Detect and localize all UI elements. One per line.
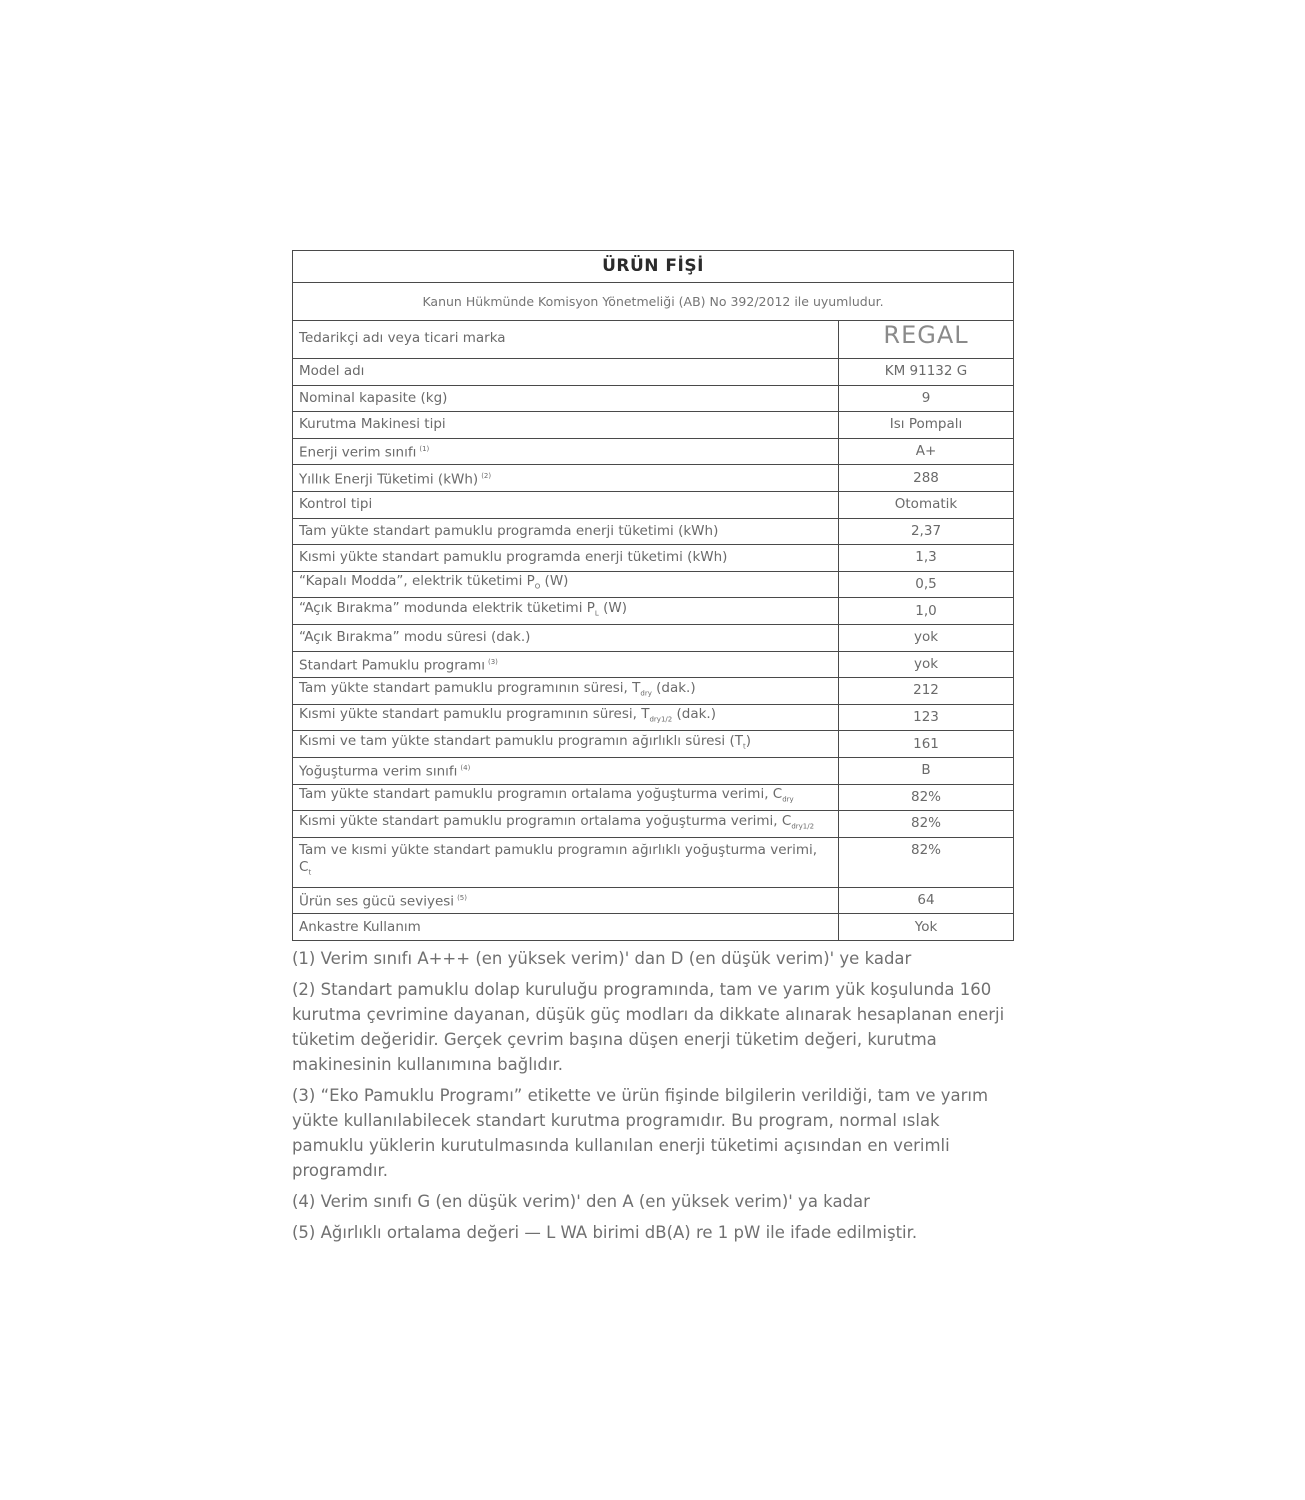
footnote: (1) Verim sınıfı A+++ (en yüksek verim)' dan D (en düşük verim)' ye kadar	[292, 948, 912, 968]
spec-label-unit: (W)	[598, 599, 627, 616]
symbol-subscript: t	[308, 868, 312, 877]
spec-label	[293, 837, 839, 887]
spec-label	[293, 491, 839, 518]
spec-value: 64	[839, 887, 1014, 914]
spec-label-text: Kurutma Makinesi tipi	[299, 416, 446, 433]
footnote: (5) Ağırlıklı ortalama değeri — L WA birimi dB(A) re 1 pW ile ifade edilmiştir.	[292, 1222, 918, 1242]
spec-label	[293, 731, 839, 758]
spec-label-text: Kısmi yükte standart pamuklu programının süresi, T	[299, 706, 650, 723]
spec-value: B	[839, 757, 1014, 784]
sheet-title: ÜRÜN FİŞİ	[293, 251, 1014, 283]
spec-row	[293, 731, 1014, 758]
spec-label-text: Tam ve kısmi yükte standart pamuklu programın ağırlıklı yoğuşturma verimi, C	[299, 841, 818, 875]
spec-label-unit: (dak.)	[672, 706, 716, 723]
spec-label	[293, 624, 839, 651]
footnote-ref: (3)	[487, 658, 498, 667]
spec-label-text: Tam yükte standart pamuklu programının süresi, T	[299, 679, 641, 696]
spec-row	[293, 624, 1014, 651]
spec-label	[293, 359, 839, 386]
spec-label	[293, 385, 839, 412]
spec-label	[293, 704, 839, 731]
spec-value: 82%	[839, 837, 1014, 887]
spec-label	[293, 651, 839, 678]
spec-label-unit: )	[745, 732, 752, 749]
spec-label	[293, 598, 839, 625]
spec-label	[293, 412, 839, 439]
spec-label-text: Ankastre Kullanım	[299, 918, 421, 935]
spec-label-text: Tam yükte standart pamuklu programda enerji tüketimi (kWh)	[299, 522, 719, 539]
spec-label	[293, 784, 839, 811]
spec-value: 0,5	[839, 571, 1014, 598]
spec-label-text: Tam yükte standart pamuklu programın ortalama yoğuşturma verimi, C	[299, 785, 783, 802]
spec-value: yok	[839, 624, 1014, 651]
spec-label-text: Standart Pamuklu programı	[299, 657, 485, 674]
spec-row	[293, 811, 1014, 838]
spec-label	[293, 887, 839, 914]
spec-label-text: Nominal kapasite (kg)	[299, 389, 448, 406]
footnote-ref: (5)	[457, 894, 467, 903]
symbol-subscript: dry1/2	[791, 822, 815, 831]
spec-row	[293, 545, 1014, 572]
footnote: (4) Verim sınıfı G (en düşük verim)' den A (en yüksek verim)' ya kadar	[292, 1191, 870, 1211]
spec-label-text: Yoğuşturma verim sınıfı	[299, 763, 458, 780]
spec-label-text: Ürün ses gücü seviyesi	[299, 893, 455, 910]
spec-row	[293, 887, 1014, 914]
spec-table	[292, 250, 1014, 941]
spec-value: 9	[839, 385, 1014, 412]
spec-label-text: Kontrol tipi	[299, 496, 373, 513]
spec-value: A+	[839, 438, 1014, 465]
spec-value: Otomatik	[839, 491, 1014, 518]
spec-label	[293, 757, 839, 784]
spec-value: Yok	[839, 914, 1014, 941]
footnote-ref: (2)	[481, 471, 492, 480]
spec-value: 288	[839, 465, 1014, 492]
product-information-sheet	[292, 250, 1013, 1251]
spec-row	[293, 598, 1014, 625]
title-row	[293, 251, 1014, 283]
spec-label	[293, 914, 839, 941]
footnotes	[292, 946, 1013, 1245]
spec-label	[293, 465, 839, 492]
spec-row	[293, 757, 1014, 784]
spec-value: 82%	[839, 811, 1014, 838]
symbol-subscript: dry1/2	[649, 715, 673, 724]
spec-label-text: “Açık Bırakma” modunda elektrik tüketimi P	[299, 599, 595, 616]
footnote: (3) “Eko Pamuklu Programı” etikette ve ürün fişinde bilgilerin verildiği, tam ve yarım yükte kullanılabilecek standart kurutma programıdır. Bu program, normal ıslak pamuklu yüklerin kurutulmasında kullanılan enerji tüketimi açısından en verimli programdır.	[292, 1085, 989, 1180]
spec-value: yok	[839, 651, 1014, 678]
symbol-subscript: dry	[640, 689, 652, 698]
spec-value: Isı Pompalı	[839, 412, 1014, 439]
spec-row	[293, 491, 1014, 518]
spec-label-text: Kısmi yükte standart pamuklu programda enerji tüketimi (kWh)	[299, 549, 728, 566]
spec-label-text: Yıllık Enerji Tüketimi (kWh)	[299, 471, 479, 488]
regulation-row	[293, 283, 1014, 321]
spec-row	[293, 518, 1014, 545]
spec-value: KM 91132 G	[839, 359, 1014, 386]
spec-row	[293, 678, 1014, 705]
spec-value: 2,37	[839, 518, 1014, 545]
spec-label-text: Tedarikçi adı veya ticari marka	[299, 330, 506, 346]
spec-row	[293, 359, 1014, 386]
spec-label-text: “Kapalı Modda”, elektrik tüketimi P	[299, 573, 535, 590]
spec-label	[293, 571, 839, 598]
spec-label-text: Kısmi ve tam yükte standart pamuklu programın ağırlıklı süresi (T	[299, 732, 743, 749]
footnote: (2) Standart pamuklu dolap kuruluğu programında, tam ve yarım yük koşulunda 160 kurutma çevrimine dayanan, düşük güç modları da dikkate alınarak hesaplanan enerji tüketim değeridir. Gerçek çevrim başına düşen enerji tüketim değeri, kurutma makinesinin kullanımına bağlıdır.	[292, 979, 1005, 1074]
regulation-text: Kanun Hükmünde Komisyon Yönetmeliği (AB) No 392/2012 ile uyumludur.	[293, 283, 1014, 321]
symbol-subscript: dry	[782, 795, 794, 804]
spec-label-unit: (W)	[540, 573, 569, 590]
spec-row	[293, 651, 1014, 678]
spec-label-text: Model adı	[299, 363, 365, 380]
spec-value: 161	[839, 731, 1014, 758]
spec-row	[293, 385, 1014, 412]
symbol-subscript: t	[743, 742, 746, 751]
spec-row	[293, 784, 1014, 811]
spec-value: 1,3	[839, 545, 1014, 572]
spec-label	[293, 811, 839, 838]
spec-label-text: Kısmi yükte standart pamuklu programın ortalama yoğuşturma verimi, C	[299, 812, 792, 829]
spec-row	[293, 837, 1014, 887]
symbol-subscript: O	[534, 582, 541, 591]
symbol-subscript: L	[594, 609, 599, 618]
spec-label	[293, 545, 839, 572]
spec-row	[293, 412, 1014, 439]
spec-row	[293, 704, 1014, 731]
footnote-ref: (1)	[419, 445, 430, 454]
spec-row	[293, 914, 1014, 941]
spec-value: 212	[839, 678, 1014, 705]
spec-value: 1,0	[839, 598, 1014, 625]
spec-label	[293, 321, 839, 359]
footnote-ref: (4)	[460, 764, 471, 773]
spec-row	[293, 571, 1014, 598]
spec-label-unit: (dak.)	[651, 679, 696, 696]
spec-value: REGAL	[839, 321, 1014, 359]
spec-value: 123	[839, 704, 1014, 731]
spec-row	[293, 438, 1014, 465]
spec-value: 82%	[839, 784, 1014, 811]
spec-label	[293, 518, 839, 545]
spec-label-text: Enerji verim sınıfı	[299, 444, 417, 461]
spec-row	[293, 321, 1014, 359]
spec-row	[293, 465, 1014, 492]
spec-label-text: “Açık Bırakma” modu süresi (dak.)	[299, 629, 531, 646]
spec-label	[293, 438, 839, 465]
spec-label	[293, 678, 839, 705]
